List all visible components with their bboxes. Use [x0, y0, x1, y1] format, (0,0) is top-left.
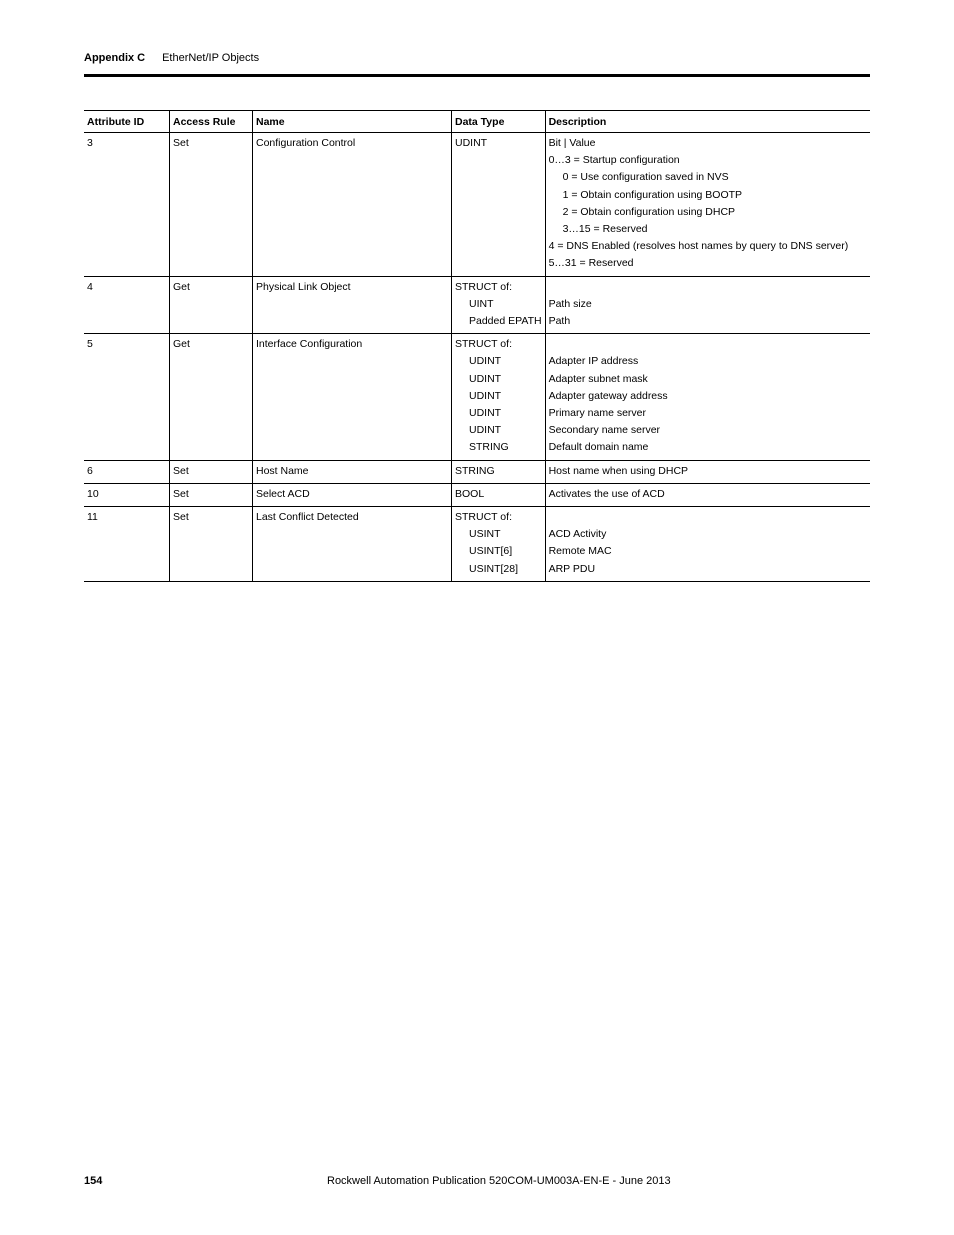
page-header: [84, 52, 259, 64]
cell-description-line: ARP PDU: [548, 562, 596, 575]
cell-description-line: [549, 279, 867, 296]
cell-access-rule: Set: [170, 507, 253, 582]
col-header-attribute-id: Attribute ID: [87, 116, 145, 128]
cell-description-line: 3…15 = Reserved: [562, 223, 648, 236]
cell-access-rule: Set: [170, 133, 253, 277]
cell-access-rule: Get: [170, 334, 253, 460]
cell-data-type-line: UINT: [469, 297, 494, 310]
cell-description-line: Primary name server: [548, 407, 647, 420]
cell-name: Select ACD: [253, 483, 452, 506]
cell-data-type: [452, 507, 546, 582]
cell-description-line: Adapter subnet mask: [548, 372, 648, 385]
cell-data-type: [452, 460, 546, 483]
cell-description: [545, 133, 870, 277]
cell-data-type: [452, 334, 546, 460]
table-row: [84, 483, 870, 506]
cell-data-type-line: STRUCT of:: [455, 511, 512, 524]
cell-data-type-line: USINT[28]: [469, 562, 519, 575]
cell-data-type: [452, 133, 546, 277]
cell-description-line: 0…3 = Startup configuration: [548, 154, 680, 167]
cell-data-type-line: UDINT: [469, 407, 502, 420]
cell-data-type-line: STRING: [469, 441, 509, 454]
cell-data-type-line: UDINT: [455, 137, 488, 149]
cell-description: [545, 334, 870, 460]
cell-name: Configuration Control: [253, 133, 452, 277]
cell-access-rule: Set: [170, 483, 253, 506]
cell-data-type-line: Padded EPATH: [469, 315, 542, 328]
cell-description-line: [549, 336, 867, 353]
table-row: [84, 276, 870, 334]
cell-name: Last Conflict Detected: [253, 507, 452, 582]
cell-description: [545, 276, 870, 334]
cell-description-line: Secondary name server: [548, 424, 661, 437]
publication-info: Rockwell Automation Publication 520COM-UM003A-EN-E - June 2013: [327, 1175, 671, 1187]
cell-data-type-line: UDINT: [469, 424, 502, 437]
cell-description-line: Host name when using DHCP: [548, 464, 689, 477]
appendix-label: Appendix C: [84, 52, 146, 64]
cell-access-rule: Set: [170, 460, 253, 483]
cell-attribute-id: 11: [87, 511, 98, 524]
cell-data-type-line: STRUCT of:: [455, 338, 512, 351]
cell-data-type-line: USINT: [469, 528, 501, 541]
col-header-data-type: Data Type: [452, 111, 546, 133]
cell-description-line: Default domain name: [548, 441, 649, 454]
cell-description-line: [549, 509, 867, 526]
cell-description-line: ACD Activity: [548, 528, 607, 541]
cell-description: [545, 460, 870, 483]
cell-data-type-line: UDINT: [469, 355, 502, 368]
cell-data-type-line: STRING: [455, 464, 495, 477]
cell-data-type: [452, 483, 546, 506]
cell-attribute-id: 5: [87, 338, 93, 351]
col-header-description: Description: [545, 111, 870, 133]
cell-data-type: [452, 276, 546, 334]
cell-description-line: 5…31 = Reserved: [548, 257, 634, 270]
cell-description-line: 2 = Obtain configuration using DHCP: [562, 205, 736, 218]
cell-name: Interface Configuration: [253, 334, 452, 460]
cell-description-line: 1 = Obtain configuration using BOOTP: [562, 188, 743, 201]
table-body: [84, 133, 870, 582]
header-row: [84, 111, 870, 133]
cell-attribute-id: 10: [87, 487, 99, 500]
page-number: 154: [84, 1175, 103, 1187]
cell-description-line: 0 = Use configuration saved in NVS: [562, 171, 729, 184]
cell-description-line: 4 = DNS Enabled (resolves host names by query to DNS server): [548, 240, 849, 253]
cell-description-line: Adapter gateway address: [548, 389, 668, 402]
cell-attribute-id: 4: [87, 280, 93, 293]
cell-description: [545, 507, 870, 582]
attribute-table: [84, 110, 870, 582]
cell-data-type-line: STRUCT of:: [455, 280, 512, 293]
table-row: [84, 460, 870, 483]
cell-access-rule: Get: [170, 276, 253, 334]
cell-name: Host Name: [253, 460, 452, 483]
col-header-access-rule: Access Rule: [170, 111, 253, 133]
table-row: [84, 334, 870, 460]
col-header-name: Name: [253, 111, 452, 133]
cell-data-type-line: UDINT: [469, 389, 502, 402]
cell-description-line: Adapter IP address: [548, 355, 639, 368]
cell-description-line: Bit | Value: [548, 137, 596, 149]
cell-data-type-line: USINT[6]: [469, 545, 513, 558]
cell-description-line: Remote MAC: [548, 545, 612, 558]
table-row: [84, 507, 870, 582]
cell-description-line: Path size: [548, 297, 592, 310]
cell-description: [545, 483, 870, 506]
cell-attribute-id: 3: [87, 137, 93, 149]
cell-data-type-line: UDINT: [469, 372, 502, 385]
cell-attribute-id: 6: [87, 464, 93, 477]
cell-name: Physical Link Object: [253, 276, 452, 334]
cell-data-type-line: BOOL: [455, 487, 485, 500]
table-row: [84, 133, 870, 277]
cell-description-line: Activates the use of ACD: [548, 487, 665, 500]
header-rule: [84, 74, 870, 77]
table-header: [84, 111, 870, 133]
cell-description-line: Path: [548, 315, 571, 328]
section-title: EtherNet/IP Objects: [162, 52, 260, 64]
